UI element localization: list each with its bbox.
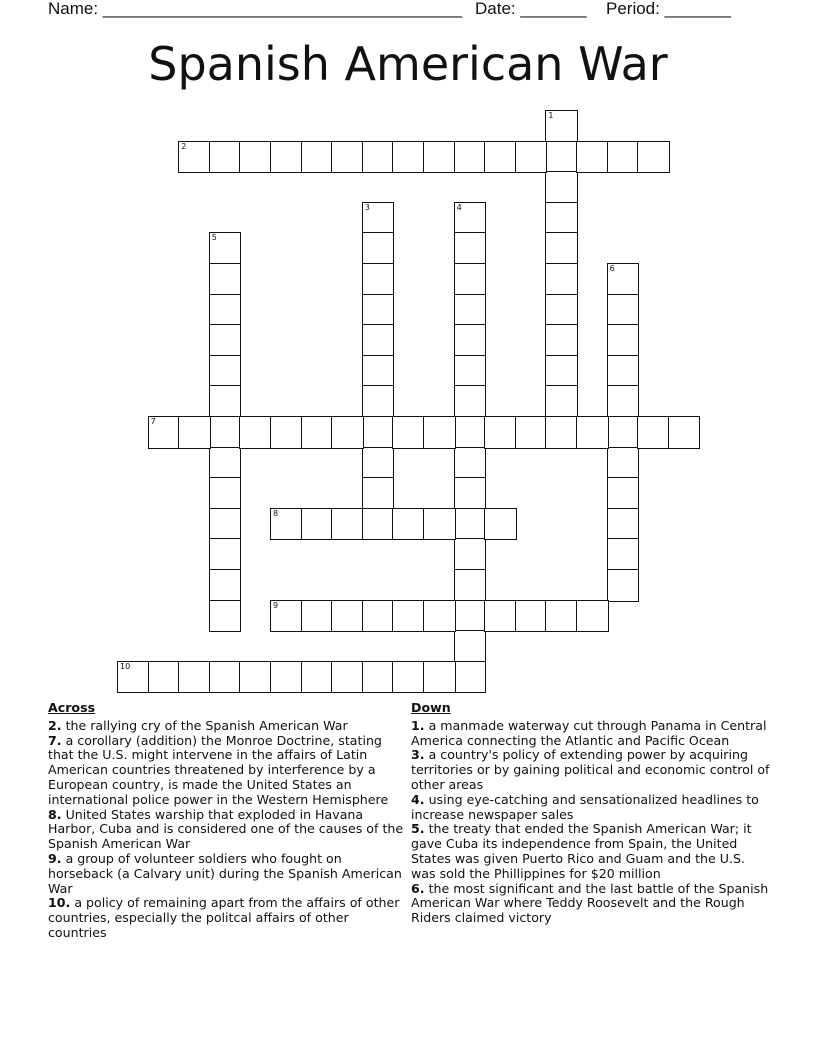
crossword-cell xyxy=(270,661,303,694)
crossword-cell xyxy=(484,508,517,541)
crossword-cell xyxy=(362,661,395,694)
crossword-cell xyxy=(148,416,181,449)
crossword-cell xyxy=(239,141,272,174)
clue-text: a manmade waterway cut through Panama in Central America connecting the Atlantic and Pacific Ocean xyxy=(411,717,767,748)
crossword-cell xyxy=(362,263,395,296)
crossword-cell xyxy=(515,416,548,449)
crossword-cell xyxy=(301,600,334,633)
crossword-cell xyxy=(454,477,487,510)
crossword-cell xyxy=(362,355,395,388)
crossword-cell xyxy=(423,141,456,174)
name-field: Name: ______________________________________ xyxy=(48,0,463,18)
crossword-cell xyxy=(545,355,578,388)
clue-text: a group of volunteer soldiers who fought on horseback (a Calvary unit) during the Spanish American War xyxy=(48,850,402,896)
crossword-cell xyxy=(362,416,395,449)
crossword-cell xyxy=(454,508,487,541)
crossword-cell xyxy=(454,385,487,418)
crossword-cell xyxy=(209,661,242,694)
crossword-cell xyxy=(331,416,364,449)
crossword-cell xyxy=(209,232,242,265)
clue-text: the most significant and the last battle of the Spanish American War where Teddy Roosevelt and the Rough Riders claimed victory xyxy=(411,880,769,926)
crossword-cell xyxy=(178,416,211,449)
crossword-cell xyxy=(148,661,181,694)
crossword-cell xyxy=(545,110,578,143)
crossword-cell xyxy=(270,600,303,633)
crossword-cell xyxy=(331,508,364,541)
crossword-cell xyxy=(209,416,242,449)
across-clue xyxy=(48,808,408,852)
clue-number-label: 3 xyxy=(364,202,370,212)
crossword-cell xyxy=(178,661,211,694)
crossword-cell xyxy=(301,661,334,694)
crossword-cell xyxy=(576,141,609,174)
crossword-cell xyxy=(454,569,487,602)
crossword-cell xyxy=(362,294,395,327)
crossword-cell xyxy=(545,263,578,296)
crossword-cell xyxy=(607,385,640,418)
down-clue-list xyxy=(411,719,771,926)
crossword-cell xyxy=(454,447,487,480)
clue-number: 5. xyxy=(411,821,425,837)
clue-text: using eye-catching and sensationalized headlines to increase newspaper sales xyxy=(411,791,759,822)
across-clue xyxy=(48,719,408,734)
clue-number-label: 7 xyxy=(150,417,156,426)
down-clue xyxy=(411,719,771,749)
crossword-cell xyxy=(209,538,242,571)
crossword-cell xyxy=(545,416,578,449)
across-clue xyxy=(48,896,408,940)
crossword-cell xyxy=(484,600,517,633)
crossword-cell xyxy=(392,661,425,694)
clue-number-label: 2 xyxy=(181,141,187,151)
clue-number-label: 5 xyxy=(211,233,217,243)
crossword-cell xyxy=(270,141,303,174)
crossword-cell xyxy=(545,600,578,633)
crossword-cell xyxy=(392,141,425,174)
across-clue xyxy=(48,852,408,896)
crossword-cell xyxy=(454,661,487,694)
clue-text: a policy of remaining apart from the affairs of other countries, especially the politcal affairs of other countries xyxy=(48,895,400,940)
crossword-cell xyxy=(515,600,548,633)
crossword-cell xyxy=(545,141,578,174)
clue-number-label: 9 xyxy=(273,600,279,610)
crossword-cell xyxy=(331,661,364,694)
crossword-cell xyxy=(515,141,548,174)
page-title: Spanish American War xyxy=(148,37,668,91)
crossword-cell xyxy=(454,355,487,388)
crossword-cell xyxy=(178,141,211,174)
clue-number: 8. xyxy=(48,806,62,822)
crossword-cell xyxy=(423,416,456,449)
clue-number-label: 8 xyxy=(273,508,279,518)
crossword-cell xyxy=(423,508,456,541)
crossword-cell xyxy=(209,447,242,480)
crossword-cell xyxy=(454,141,487,174)
crossword-cell xyxy=(209,477,242,510)
crossword-cell xyxy=(454,538,487,571)
crossword-cell xyxy=(209,324,242,357)
clue-number: 6. xyxy=(411,880,425,896)
crossword-cell xyxy=(423,661,456,694)
crossword-cell xyxy=(454,324,487,357)
crossword-cell xyxy=(362,324,395,357)
crossword-cell xyxy=(362,477,395,510)
clue-number: 3. xyxy=(411,747,425,763)
crossword-cell xyxy=(331,600,364,633)
crossword-cell xyxy=(668,416,701,449)
date-field: Date: _______ xyxy=(475,0,587,18)
crossword-cell xyxy=(607,294,640,327)
crossword-cell xyxy=(362,508,395,541)
crossword-cell xyxy=(209,355,242,388)
clue-text: the rallying cry of the Spanish American War xyxy=(61,717,348,733)
crossword-cell xyxy=(454,630,487,663)
across-heading: Across xyxy=(48,700,96,715)
crossword-cell xyxy=(607,447,640,480)
crossword-cell xyxy=(637,141,670,174)
crossword-cell xyxy=(545,385,578,418)
crossword-cell xyxy=(454,202,487,235)
crossword-cell xyxy=(607,569,640,602)
clue-number: 4. xyxy=(411,791,425,807)
crossword-cell xyxy=(362,600,395,633)
crossword-cell xyxy=(209,141,242,174)
crossword-cell xyxy=(362,385,395,418)
crossword-cell xyxy=(454,600,487,633)
crossword-cell xyxy=(270,416,303,449)
across-clue-list xyxy=(48,719,408,941)
across-clues xyxy=(48,701,408,941)
clue-text: the treaty that ended the Spanish American War; it gave Cuba its independence from Spain, the United States was given Puerto Rico and Guam and the U.S. was sold the Phillippines for $20 million xyxy=(411,821,752,881)
across-clue xyxy=(48,734,408,808)
clue-number-label: 10 xyxy=(120,661,131,671)
crossword-cell xyxy=(239,416,272,449)
down-clue xyxy=(411,748,771,792)
crossword-cell xyxy=(607,263,640,296)
crossword-cell xyxy=(576,416,609,449)
crossword-cell xyxy=(484,141,517,174)
crossword-cell xyxy=(301,508,334,541)
crossword-cell xyxy=(576,600,609,633)
crossword-cell xyxy=(454,294,487,327)
crossword-cell xyxy=(209,569,242,602)
crossword-cell xyxy=(362,447,395,480)
down-clue xyxy=(411,822,771,881)
crossword-cell xyxy=(545,202,578,235)
crossword-cell xyxy=(545,294,578,327)
crossword-cell xyxy=(637,416,670,449)
crossword-cell xyxy=(331,141,364,174)
crossword-cell xyxy=(392,508,425,541)
crossword-cell xyxy=(301,416,334,449)
crossword-cell xyxy=(392,600,425,633)
crossword-cell xyxy=(423,600,456,633)
crossword-cell xyxy=(454,232,487,265)
clue-number-label: 1 xyxy=(548,111,554,120)
down-clues xyxy=(411,701,771,926)
crossword-cell xyxy=(392,416,425,449)
crossword-cell xyxy=(301,141,334,174)
crossword-cell xyxy=(117,661,150,694)
crossword-cell xyxy=(607,141,640,174)
crossword-cell xyxy=(362,141,395,174)
down-heading: Down xyxy=(411,700,451,715)
crossword-cell xyxy=(209,294,242,327)
period-field: Period: _______ xyxy=(606,0,731,18)
crossword-cell xyxy=(607,477,640,510)
crossword-cell xyxy=(362,232,395,265)
crossword-cell xyxy=(607,416,640,449)
clue-number: 2. xyxy=(48,717,62,733)
clue-number: 9. xyxy=(48,850,62,866)
crossword-cell xyxy=(607,538,640,571)
clue-text: United States warship that exploded in Havana Harbor, Cuba and is considered one of the causes of the Spanish American War xyxy=(48,806,404,852)
crossword-cell xyxy=(362,202,395,235)
crossword-cell xyxy=(607,324,640,357)
crossword-cell xyxy=(454,263,487,296)
clue-number-label: 6 xyxy=(609,264,615,273)
clue-text: a country's policy of extending power by acquiring territories or by gaining political and economic control of other areas xyxy=(411,747,770,792)
clue-number: 1. xyxy=(411,717,425,733)
crossword-cell xyxy=(484,416,517,449)
crossword-cell xyxy=(607,355,640,388)
down-clue xyxy=(411,793,771,823)
crossword-cell xyxy=(545,324,578,357)
crossword-cell xyxy=(209,263,242,296)
crossword-cell xyxy=(239,661,272,694)
clue-number: 7. xyxy=(48,732,62,748)
crossword-cell xyxy=(454,416,487,449)
crossword-cell xyxy=(209,385,242,418)
crossword-cell xyxy=(545,171,578,204)
down-clue xyxy=(411,882,771,926)
clue-text: a corollary (addition) the Monroe Doctrine, stating that the U.S. might intervene in the affairs of Latin American countries threatened by interference by a European country, is made the United States an international police power in the Western Hemisphere xyxy=(48,732,389,807)
crossword-cell xyxy=(209,600,242,633)
clue-number: 10. xyxy=(48,895,71,911)
crossword-cell xyxy=(607,508,640,541)
crossword-cell xyxy=(545,232,578,265)
crossword-cell xyxy=(270,508,303,541)
clue-number-label: 4 xyxy=(456,202,462,212)
crossword-cell xyxy=(209,508,242,541)
